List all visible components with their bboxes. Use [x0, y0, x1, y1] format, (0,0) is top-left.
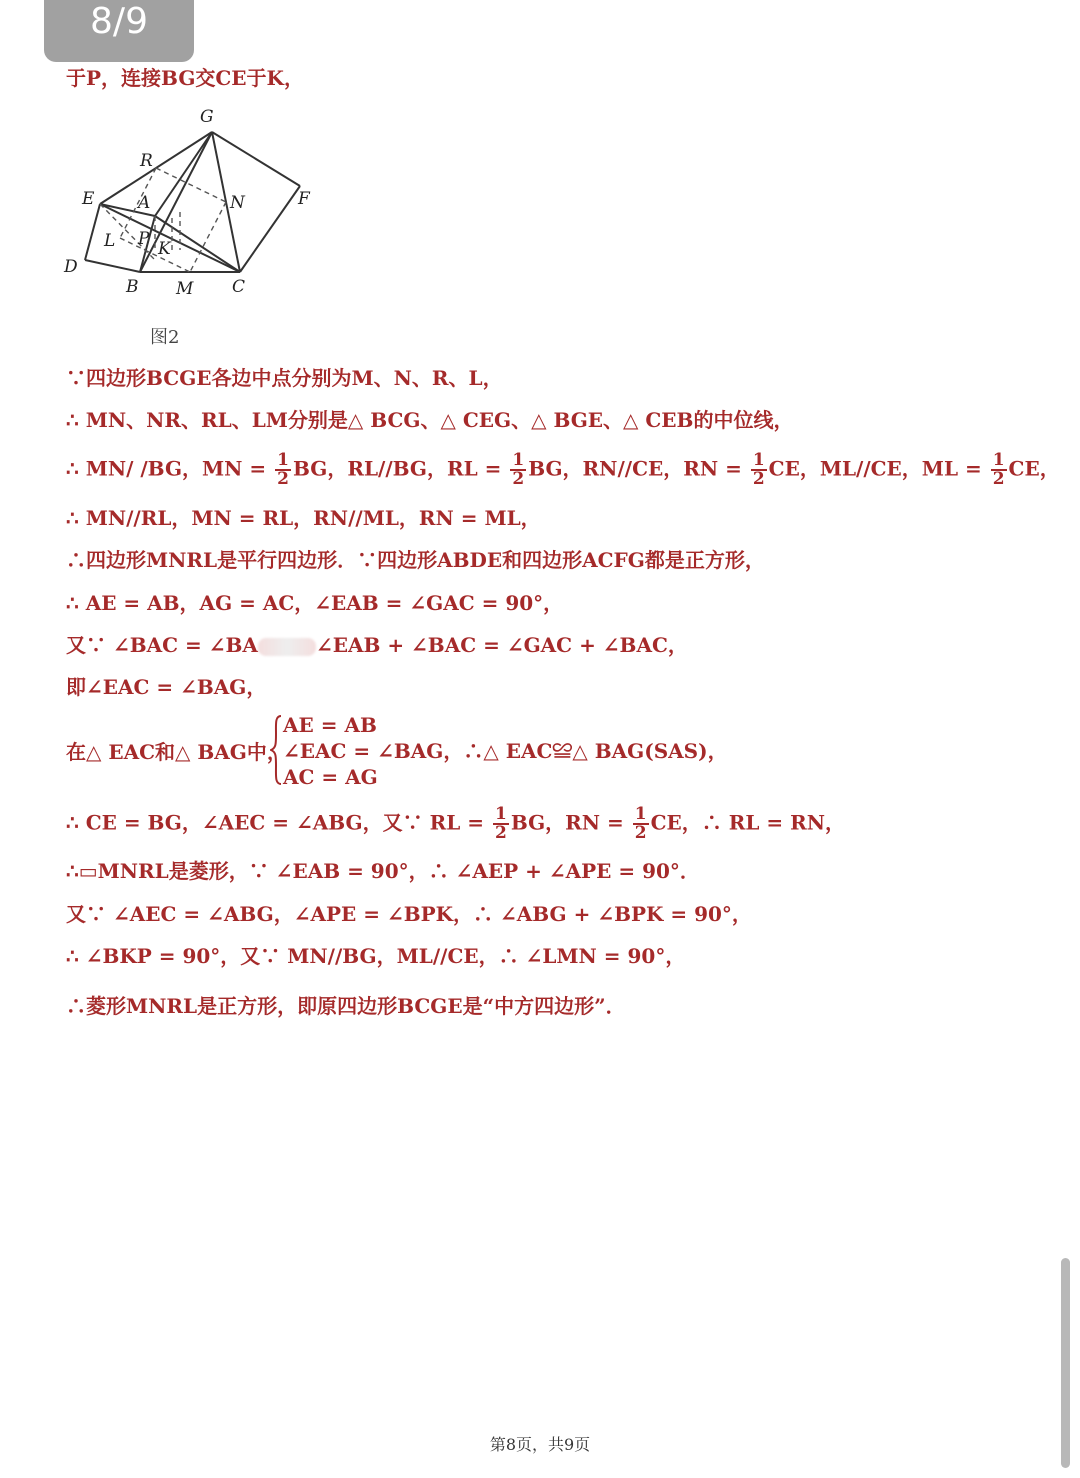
- fraction-half: $\frac{1}{2}$: [277, 450, 289, 489]
- text-line-11-part-b: BG，RN =: [510, 810, 631, 835]
- fraction-half: $\frac{1}{2}$: [992, 450, 1005, 489]
- blurred-region: [258, 638, 316, 656]
- text-line-8-part-a: 又∵ ∠BAC = ∠BA: [66, 633, 258, 657]
- text-line-15: ∴菱形MNRL是正方形，即原四边形BCGE是“中方四边形”．: [66, 994, 626, 1018]
- geometry-figure: [60, 100, 330, 300]
- label-B: B: [126, 277, 139, 297]
- system-row-2: ∠EAC = ∠BAG，∴△ EAC≌△ BAG(SAS)，: [283, 739, 728, 763]
- fraction-half: $\frac{1}{2}$: [634, 804, 647, 843]
- label-M: M: [176, 279, 194, 299]
- text-line-4-part-c: BG，RN//CE，RN =: [528, 456, 749, 481]
- text-line-11: [66, 806, 845, 842]
- fraction-half: $\frac{1}{2}$: [512, 450, 525, 489]
- text-line-3: ∴ MN、NR、RL、LM分别是△ BCG、△ CEG、△ BGE、△ CEB的中位线，: [66, 408, 794, 432]
- fraction-half: $\frac{1}{2}$: [752, 450, 765, 489]
- text-line-7: ∴ AE = AB，AG = AC，∠EAB = ∠GAC = 90°，: [66, 591, 564, 615]
- label-N: N: [230, 193, 245, 213]
- label-A: A: [138, 193, 151, 213]
- figure-svg: [60, 100, 330, 300]
- system-row-1: AE = AB: [283, 713, 377, 737]
- text-line-8-part-b: ∠EAB + ∠BAC = ∠GAC + ∠BAC，: [315, 633, 688, 657]
- label-D: D: [64, 257, 78, 277]
- text-line-14: ∴ ∠BKP = 90°，又∵ MN//BG，ML//CE，∴ ∠LMN = 90°，: [66, 944, 686, 968]
- label-E: E: [82, 189, 95, 209]
- text-line-12: ∴▭MNRL是菱形，∵ ∠EAB = 90°，∴ ∠AEP + ∠APE = 90°．: [66, 859, 700, 883]
- fraction-half: $\frac{1}{2}$: [494, 804, 507, 843]
- label-L: L: [104, 231, 116, 251]
- text-line-2: ∵四边形BCGE各边中点分别为M、N、R、L，: [66, 366, 503, 390]
- text-line-5: ∴ MN//RL，MN = RL，RN//ML，RN = ML，: [66, 506, 541, 530]
- label-C: C: [232, 277, 246, 297]
- text-line-10-lead: 在△ EAC和△ BAG中，: [66, 740, 287, 764]
- system-row-3: AC = AG: [283, 765, 378, 789]
- label-P: P: [138, 229, 150, 249]
- text-line-4-part-e: CE，: [1008, 456, 1060, 481]
- text-line-11-part-a: ∴ CE = BG，∠AEC = ∠ABG，又∵ RL =: [66, 810, 491, 835]
- label-G: G: [200, 107, 214, 127]
- label-R: R: [140, 151, 153, 171]
- text-line-4-part-b: BG，RL//BG，RL =: [292, 456, 509, 481]
- system-brace: [270, 714, 282, 786]
- text-line-11-part-c: CE，∴ RL = RN，: [650, 810, 846, 835]
- text-line-4-part-a: ∴ MN/ /BG，MN =: [66, 456, 274, 481]
- label-F: F: [298, 189, 310, 209]
- page-footer: 第8页，共9页: [489, 1435, 591, 1454]
- equation-system: [283, 712, 728, 790]
- text-line-6: ∴四边形MNRL是平行四边形．∵四边形ABDE和四边形ACFG都是正方形，: [66, 548, 765, 572]
- text-line-4-part-d: CE，ML//CE，ML =: [768, 456, 989, 481]
- text-line-13: 又∵ ∠AEC = ∠ABG，∠APE = ∠BPK，∴ ∠ABG + ∠BPK = 90°，: [66, 902, 752, 926]
- page-indicator-badge: 8/9: [44, 0, 194, 62]
- scrollbar[interactable]: [1061, 1258, 1070, 1468]
- label-K: K: [158, 239, 171, 259]
- figure-caption: 图2: [150, 327, 180, 348]
- text-line-8: [66, 631, 688, 659]
- text-line-9: 即∠EAC = ∠BAG，: [66, 675, 267, 699]
- text-line-1: 于P，连接BG交CE于K，: [66, 66, 304, 90]
- text-line-4: [66, 452, 1060, 488]
